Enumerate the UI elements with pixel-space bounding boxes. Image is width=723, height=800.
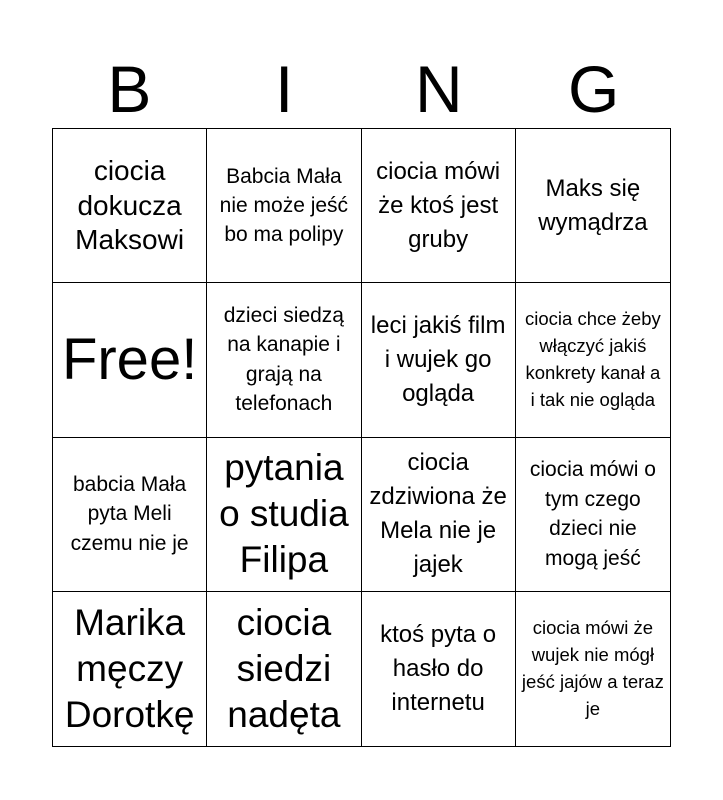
bingo-cell[interactable] (516, 438, 670, 592)
bingo-cell[interactable] (207, 592, 361, 746)
free-space-cell[interactable] (53, 283, 207, 437)
bingo-cell[interactable] (207, 283, 361, 437)
header-letter-n: N (415, 52, 463, 126)
bingo-grid (52, 128, 671, 747)
cell-text: dzieci siedzą na kanapie i grają na telefonach (223, 304, 344, 416)
cell-text: ciocia mówi że wujek nie mógł jeść jajów a teraz je (521, 617, 664, 719)
cell-text: leci jakiś film i wujek go ogląda (370, 311, 506, 407)
header-letter-g: G (567, 52, 620, 126)
bingo-cell[interactable] (516, 129, 670, 283)
free-space-text: Free! (61, 326, 198, 392)
cell-text: babcia Mała pyta Meli czemu nie je (70, 473, 189, 555)
cell-text: ciocia dokucza Maksowi (75, 155, 185, 255)
bingo-cell[interactable] (207, 129, 361, 283)
cell-text: Maks się wymądrza (538, 174, 648, 236)
bingo-cell[interactable] (516, 592, 670, 746)
bingo-cell[interactable] (207, 438, 361, 592)
bingo-cell[interactable] (53, 438, 207, 592)
bingo-cell[interactable] (362, 438, 516, 592)
cell-text: pytania o studia Filipa (219, 446, 349, 581)
cell-text: ciocia siedzi nadęta (227, 601, 341, 735)
cell-text: Marika męczy Dorotkę (64, 601, 195, 735)
bingo-cell[interactable] (516, 283, 670, 437)
bingo-cell[interactable] (362, 129, 516, 283)
header-letter-i: I (274, 52, 294, 126)
bingo-header (52, 50, 671, 128)
bingo-cell[interactable] (53, 592, 207, 746)
header-letter-b: B (107, 52, 152, 126)
cell-text: ciocia chce żeby włączyć jakiś konkrety kanał a i tak nie ogląda (525, 308, 661, 410)
bingo-cell[interactable] (53, 129, 207, 283)
cell-text: ciocia zdziwiona że Mela nie je jajek (369, 448, 507, 579)
bingo-cell[interactable] (362, 592, 516, 746)
cell-text: Babcia Mała nie może jeść bo ma polipy (219, 164, 349, 247)
cell-text: ciocia mówi że ktoś jest gruby (376, 157, 501, 253)
cell-text: ktoś pyta o hasło do internetu (380, 620, 497, 716)
cell-text: ciocia mówi o tym czego dzieci nie mogą jeść (529, 458, 656, 570)
bingo-cell[interactable] (362, 283, 516, 437)
